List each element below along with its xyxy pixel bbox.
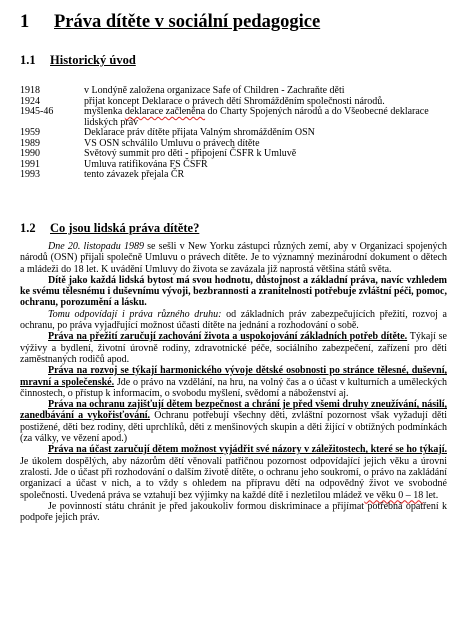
section-title: Co jsou lidská práva dítěte? — [50, 221, 200, 235]
timeline-year: 1989 — [20, 137, 40, 149]
paragraph-bold: Dítě jako každá lidská bytost má svou hodnotu, důstojnost a základní práva, navíc vzhledem ke svému tělesnému i duševnímu vývoji, bezbrannosti a zranitelnosti potřebuje zvláštní péči, pomoc, ochranu, porozumění a lásku. — [20, 274, 447, 309]
timeline-text: Umluva ratifikována FS ČSFR — [84, 158, 208, 170]
section-body — [20, 241, 447, 523]
chapter-heading — [20, 12, 440, 33]
paragraph — [20, 309, 447, 332]
timeline-year: 1990 — [20, 148, 40, 159]
paragraph: Je povinností státu chránit je před jakoukoliv formou diskriminace a přijímat potřebná opatření k podpoře jejich práv. — [20, 500, 447, 524]
timeline-row — [20, 170, 450, 181]
timeline-year: 1993 — [20, 169, 40, 180]
date-italic: Dne 20. listopadu 1989 — [48, 241, 144, 252]
timeline-row — [20, 128, 450, 139]
spellcheck-underlined-text: ve věku 0 – 18 — [364, 489, 424, 501]
right-heading-participation: Práva na účast zaručují dětem možnost vyjádřit své názory v záležitostech, které se ho týkají. — [48, 444, 447, 456]
section-title: Historický úvod — [50, 53, 136, 67]
timeline-row — [20, 107, 450, 128]
timeline-year: 1991 — [20, 158, 40, 170]
paragraph-text: Týkají se výživy a bydlení, životní úrovně rodiny, zdravotnické péče, sociálního zabezpečení, zařízení pro děti zaměstnaných rodičů apod. — [20, 331, 447, 365]
timeline-row — [20, 86, 450, 97]
timeline-text — [84, 107, 450, 128]
paragraph-text: let. — [423, 489, 439, 501]
timeline-text: Deklarace práv dítěte přijata Valným shromážděním OSN — [84, 127, 315, 138]
timeline-text: tento závazek přejala ČR — [84, 169, 185, 180]
italic-lead: Tomu odpovídají i práva různého druhu: — [48, 308, 222, 320]
paragraph — [20, 241, 447, 275]
paragraph-text: Jde o právo na vzdělání, na hru, na volný čas a o účast v kulturních a uměleckých činnostech, o přístup k informacím, o svobodu myšlení, svědomí a náboženství aj. — [20, 376, 447, 399]
right-heading-protection: Práva na ochranu zajišťují dětem bezpečnost a chrání je před všemi druhy zneužívání, násilí, zanedbávání a vykořisťování. — [20, 399, 447, 422]
timeline-year: 1918 — [20, 85, 40, 96]
timeline-text: Světový summit pro děti - připojení ČSFR k Umluvě — [84, 148, 297, 159]
timeline-text: přijat koncept Deklarace o právech dětí Shromážděním společnosti národů. — [84, 95, 385, 107]
spellcheck-underlined-text: deklarace začleněna — [124, 106, 206, 117]
timeline-year: 1924 — [20, 95, 40, 107]
timeline-text: VS OSN schválilo Umluvu o právech dítěte — [84, 137, 260, 149]
timeline-list — [20, 86, 450, 181]
chapter-number: 1 — [20, 12, 30, 32]
right-heading-development: Práva na rozvoj se týkají harmonického vývoje dětské osobnosti po stránce tělesné, duševní, mravní a společenské. — [20, 365, 447, 388]
timeline-year: 1959 — [20, 127, 40, 138]
timeline-text-part: myšlenka — [84, 106, 125, 117]
paragraph — [20, 331, 447, 365]
paragraph-text: se sešli v New Yorku zástupci různých zemí, aby v Organizaci spojených národů (OSN) přijali společně Umluvu o právech dítěte. Je to významný mezinárodní dokument o dětech a mládeži do 18 let. K uvádění Umluvy do života se zavázala již naprostá většina států světa. — [20, 241, 447, 275]
timeline-text: v Londýně založena organizace Safe of Children - Zachraňte děti — [84, 85, 345, 96]
section-number: 1.2 — [20, 221, 36, 235]
paragraph — [20, 399, 447, 444]
section-heading-1 — [20, 53, 136, 68]
paragraph-text: Ochranu potřebují všechny děti, zvláštní pozornost však vyžadují děti postižené, děti bez rodiny, děti uprchlíků, děti z menšinových skupin a děti žijící v obtížných podmínkách (za války, ve vězení apod.) — [20, 410, 447, 445]
paragraph — [20, 444, 447, 500]
timeline-year: 1945-46 — [20, 106, 54, 117]
section-heading-2 — [20, 221, 199, 236]
paragraph-text: od základních práv zabezpečujících přežití, rozvoj a ochranu, po práva vyjadřující možnost účasti dítěte na jednání a rozhodování o sobě. — [20, 308, 447, 332]
paragraph — [20, 365, 447, 399]
paragraph-text: Je úkolem dospělých, aby názorům dětí věnovali patřičnou pozornost odpovídající jejich věku a úrovni zralosti. Jde o účast při rozhodování o dalším životě dítěte, o ochranu jeho soukromí, o právo na zakládání organizací a účast v nich, a to vždy s ohledem na přípravu dětí na odpovědný život ve svobodné společnosti. Uvedená práva se vztahují bez výjimky na každé dítě i nezletilou mládež — [20, 455, 447, 501]
timeline-row — [20, 149, 450, 160]
timeline-text-part: do Charty Spojených národů a do Všeobecné deklarace lidských práv — [84, 106, 429, 128]
section-number: 1.1 — [20, 53, 36, 67]
right-heading-survival: Práva na přežití zaručují zachování života a uspokojování základních potřeb dítěte. — [48, 331, 408, 343]
chapter-title: Práva dítěte v sociální pedagogice — [54, 12, 321, 32]
